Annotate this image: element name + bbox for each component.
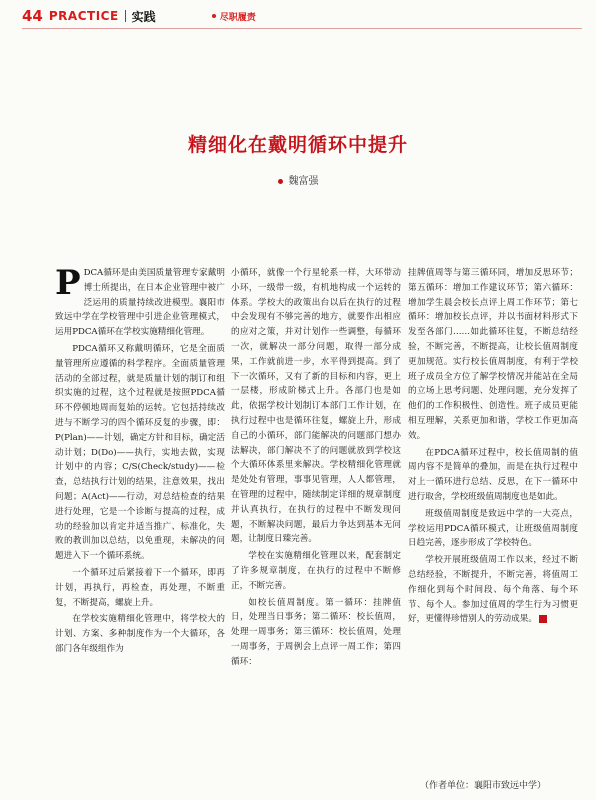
article-author [0, 172, 596, 187]
header-divider [125, 10, 126, 22]
paragraph: PDCA循环又称戴明循环，它是全面质量管理所应遵循的科学程序。全面质量管理活动的全部过程，就是质量计划的制订和组织实施的过程，这个过程就是按照PDCA循环不停顿地周而复始的运转。它包括持续改进与不断学习的四个循环反复的步骤，即：P(Plan)——计划，确定方针和目标，确定活动计划；D(Do)——执行，实地去做，实现计划中的内容；C/S(Check/study)——检查，总结执行计划的结果，注意效果，找出问题；A(Act)——行动，对总结检查的结果进行处理，它是一个诊断与提高的过程，成功的经验加以肯定并适当推广、标准化，失败的教训加以总结，以免重现，未解决的问题进入下一个循环系统。 [55, 343, 225, 562]
author-affiliation: （作者单位：襄阳市致远中学） [420, 781, 547, 791]
section-label-cn: 实践 [131, 9, 156, 24]
subsection-text: 尽职履责 [219, 12, 256, 23]
drop-cap: P [55, 266, 81, 303]
author-name: 魏富强 [288, 176, 319, 187]
article-title: 精细化在戴明循环中提升 [187, 134, 408, 156]
paragraph: 在学校实施精细化管理中，将学校大的计划、方案、多种制度作为一个大循环，各部门各年级组作为 [55, 614, 225, 654]
paragraph: 学校在实施精细化管理以来，配套制定了许多规章制度，在执行的过程中不断修正，不断完善。 [231, 551, 401, 591]
header-rule [22, 28, 582, 29]
paragraph-text: DCA循环是由美国质量管理专家戴明博士所提出，在日本企业管理中被广泛运用的质量持续改进模型。襄阳市致远中学在学校管理中引进企业管理模式，运用PDCA循环在学校实施精细化管理。 [55, 268, 225, 338]
paragraph: 在PDCA循环过程中，校长值周制的值周内容不是简单的叠加，而是在执行过程中对上一循环进行总结、反思，在下一循环中进行取舍，学校班级值周制度也是如此。 [408, 447, 578, 502]
paragraph [408, 553, 578, 627]
paragraph-text: 学校开展班级值周工作以来，经过不断总结经验，不断提升，不断完善，将值周工作细化到每个时间段、每个角落、每个环节、每个人。参加过值周的学生行为习惯更好，更懂得珍惜别人的劳动成果。 [408, 555, 578, 625]
paragraph: 挂牌值周等与第三循环同，增加反思环节；第五循环：增加工作建议环节；第六循环：增加学生晨会校长点评上周工作环节；第七循环：增加校长点评，并以书面材料形式下发至各部门……如此循环往复，不断总结经验，不断完善，不断提高，让校长值周制度更加规范。实行校长值周制度，有利于学校班子成员全方位了解学校情况并能站在全局的立场上思考问题、处理问题，充分发挥了他们的工作积极性、创造性。班子成员更能相互理解，关系更加和谐，学校工作更加高效。 [408, 268, 578, 441]
paragraph: 班级值周制度是致远中学的一大亮点，学校运用PDCA循环模式，让班级值周制度日趋完善，逐步形成了学校特色。 [408, 508, 578, 549]
column-3 [408, 266, 578, 776]
paragraph: 一个循环过后紧接着下一个循环，即再计划，再执行，再检查，再处理，不断重复，不断提高，螺旋上升。 [55, 567, 225, 608]
section-label-en: PRACTICE [48, 9, 119, 23]
paragraph: 如校长值周制度。第一循环：挂牌值日，处理当日事务；第二循环：校长值周，处理一周事务；第三循环：校长值周，处理一周事务，于周例会上点评一周工作；第四循环： [231, 597, 401, 667]
paragraph [55, 266, 225, 340]
column-2 [231, 266, 401, 776]
bullet-icon [212, 14, 216, 18]
end-mark-icon [539, 615, 547, 623]
paragraph: 小循环，就像一个行星轮系一样，大环带动小环，一级带一级，有机地构成一个运转的体系。学校大的政策出台以后在执行的过程中会发现有不够完善的地方，就要作出相应的应对之策，并对计划作一些调整，每循环一次，就解决一部分问题，取得一部分成果，工作就前进一步，水平得到提高。到了下一次循环，又有了新的目标和内容，更上一层楼，形成阶梯式上升。各部门也是如此，依据学校计划制订本部门工作计划，在执行过程中也是循环往复，螺旋上升，形成自己的小循环，部门能解决的问题部门想办法解决，部门解决不了的问题就放到学校这个大循环体系里来解决。学校精细化管理就是处处有管理，事事见管理，人人都管理，在管理的过程中，随续制定详细的规章制度并认真执行，在执行的过程中不断发现问题，不断解决问题，最后力争达到基本无问题，让制度日臻完善。 [231, 268, 401, 545]
bullet-icon [278, 179, 283, 184]
page-header [22, 4, 582, 28]
page-number: 44 [22, 7, 43, 25]
subsection-label [212, 10, 256, 23]
column-1 [55, 266, 225, 776]
